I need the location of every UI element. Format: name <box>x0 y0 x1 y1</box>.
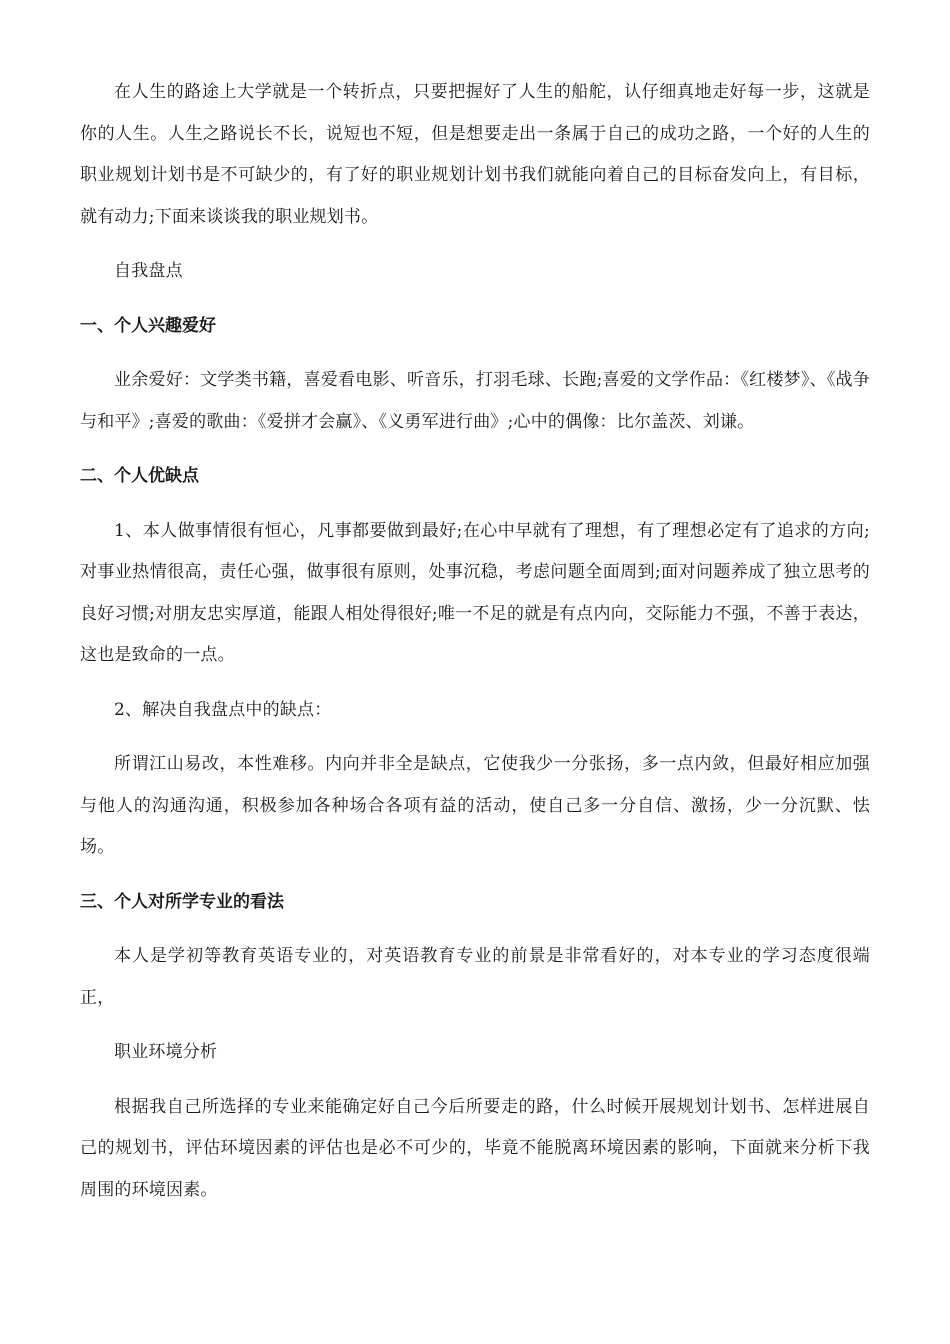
heading-hobbies: 一、个人兴趣爱好 <box>80 315 216 336</box>
section-label-self-review: 自我盘点 <box>114 261 183 281</box>
strengths-paragraph: 1、本人做事情很有恒心，凡事都要做到最好;在心中早就有了理想，有了理想必定有了追求的方向;对事业热情很高，责任心强，做事很有原则，处事沉稳，考虑问题全面周到;面对问题养成了独立思考的良好习惯;对朋友忠实厚道，能跟人相处得很好;唯一不足的就是有点内向，交际能力不强，不善于表达，这也是致命的一点。 <box>80 520 870 665</box>
hobbies-paragraph: 业余爱好：文学类书籍，喜爱看电影、听音乐，打羽毛球、长跑;喜爱的文学作品：《红楼梦》、《战争与和平》;喜爱的歌曲：《爱拼才会赢》、《义勇军进行曲》;心中的偶像：比尔盖茨、刘谦。 <box>80 370 870 432</box>
heading-strengths-weaknesses: 二、个人优缺点 <box>80 466 199 486</box>
heading-major-view: 三、个人对所学专业的看法 <box>80 891 284 912</box>
section-label-environment: 职业环境分析 <box>114 1042 218 1062</box>
major-view-paragraph: 本人是学初等教育英语专业的，对英语教育专业的前景是非常看好的，对本专业的学习态度很端正， <box>80 946 870 1008</box>
document-page <box>80 72 870 1224</box>
intro-paragraph: 在人生的路途上大学就是一个转折点，只要把握好了人生的船舵，认仔细真地走好每一步，这就是你的人生。人生之路说长不长，说短也不短，但是想要走出一条属于自己的成功之路，一个好的人生的职业规划计划书是不可缺少的，有了好的职业规划计划书我们就能向着自己的目标奋发向上，有目标，就有动力;下面来谈谈我的职业规划书。 <box>80 82 870 227</box>
solution-paragraph: 所谓江山易改，本性难移。内向并非全是缺点，它使我少一分张扬，多一点内敛，但最好相应加强与他人的沟通沟通，积极参加各种场合各项有益的活动，使自己多一分自信、激扬，少一分沉默、怯场。 <box>80 754 870 857</box>
solution-title: 2、解决自我盘点中的缺点： <box>114 699 332 720</box>
environment-paragraph: 根据我自己所选择的专业来能确定好自己今后所要走的路，什么时候开展规划计划书、怎样进展自己的规划书，评估环境因素的评估也是必不可少的，毕竟不能脱离环境因素的影响，下面就来分析下我周围的环境因素。 <box>80 1096 870 1200</box>
